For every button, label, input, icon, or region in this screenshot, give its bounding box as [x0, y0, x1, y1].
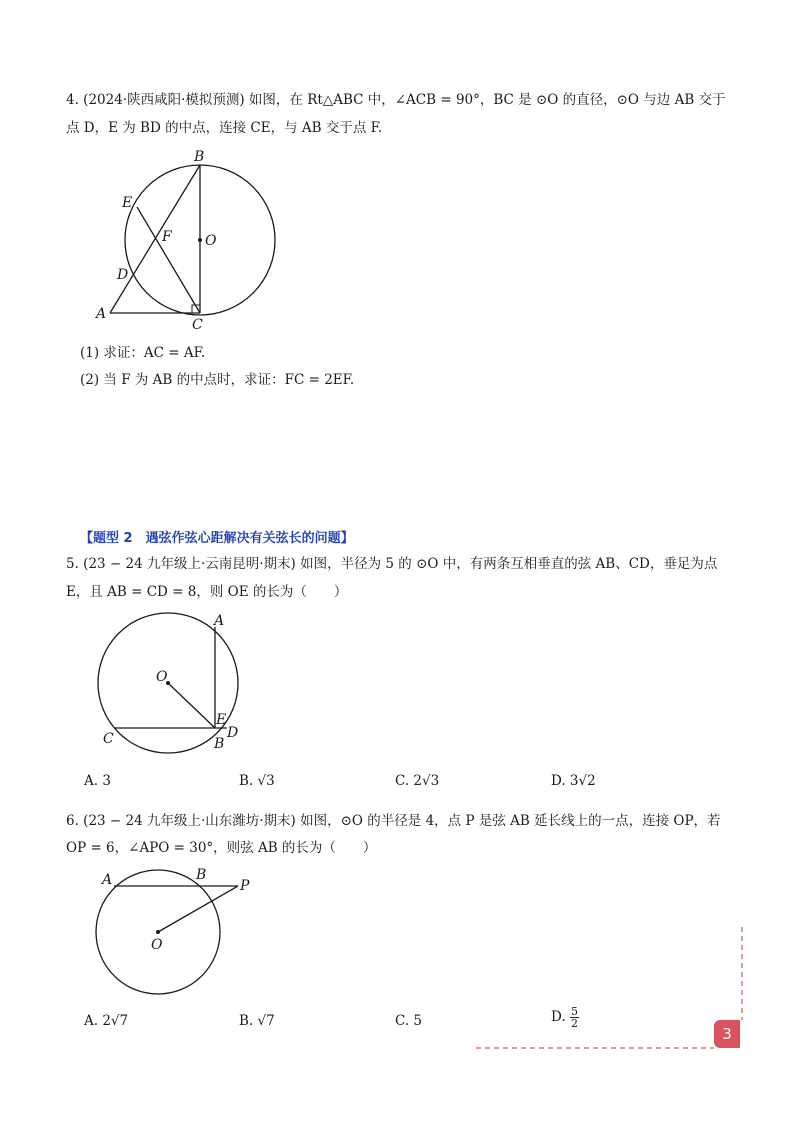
q6-choice-d-prefix: D. — [551, 1009, 566, 1025]
q6-choice-a: A. 2√7 — [84, 1013, 129, 1029]
q4-label-A: A — [96, 306, 107, 322]
q5-choice-b: B. √3 — [239, 773, 275, 789]
q4-label-B: B — [194, 149, 205, 165]
q6-label-P: P — [240, 878, 250, 894]
q5-choice-a: A. 3 — [84, 773, 111, 789]
q5-label-O: O — [156, 669, 168, 685]
q4-part2: (2) 当 F 为 AB 的中点时，求证：FC = 2EF. — [80, 372, 355, 388]
page-corner-dashes — [470, 925, 750, 1055]
q5-label-B: B — [214, 736, 225, 752]
q6-label-O: O — [151, 937, 163, 953]
q4-label-E: E — [122, 195, 133, 211]
q6-choice-d-numerator: 5 — [570, 1005, 578, 1018]
q4-label-D: D — [117, 267, 129, 283]
q6-label-A: A — [102, 872, 113, 888]
q6-choice-c: C. 5 — [395, 1013, 423, 1029]
q4-label-C: C — [192, 317, 203, 333]
q5-choice-d: D. 3√2 — [551, 773, 596, 789]
q6-choice-d-denominator: 2 — [570, 1017, 578, 1030]
q4-figure — [90, 145, 290, 335]
q5-label-E: E — [216, 712, 227, 728]
q5-label-D: D — [227, 725, 239, 741]
q5-text-line1: 5. (23 − 24 九年级上·云南昆明·期末) 如图，半径为 5 的 ⊙O 中，有两条互相垂直的弦 AB、CD，垂足为点 — [66, 556, 718, 572]
q5-label-C: C — [103, 731, 114, 747]
q4-text-line1: 4. (2024·陕西咸阳·模拟预测) 如图，在 Rt△ABC 中，∠ACB = 90°，BC 是 ⊙O 的直径，⊙O 与边 AB 交于 — [66, 92, 726, 108]
q5-label-A: A — [214, 613, 225, 629]
q6-figure — [90, 862, 260, 1012]
q4-text-line2: 点 D，E 为 BD 的中点，连接 CE，与 AB 交于点 F. — [66, 120, 383, 136]
q4-label-O: O — [205, 233, 217, 249]
q6-text-line1: 6. (23 − 24 九年级上·山东潍坊·期末) 如图，⊙O 的半径是 4，点 P 是弦 AB 延长线上的一点，连接 OP，若 — [66, 813, 721, 829]
q4-label-F: F — [162, 229, 172, 245]
page-number-badge: 3 — [714, 1020, 740, 1048]
q5-choice-c: C. 2√3 — [395, 773, 440, 789]
q6-label-B: B — [196, 867, 207, 883]
q5-figure — [90, 605, 250, 755]
q5-text-line2: E，且 AB = CD = 8，则 OE 的长为（ ） — [66, 584, 348, 600]
section-heading: 【题型 2 遇弦作弦心距解决有关弦长的问题】 — [80, 531, 354, 546]
q6-choice-b: B. √7 — [239, 1013, 275, 1029]
q4-part1: (1) 求证：AC = AF. — [80, 345, 206, 361]
q6-text-line2: OP = 6，∠APO = 30°，则弦 AB 的长为（ ） — [66, 840, 377, 856]
